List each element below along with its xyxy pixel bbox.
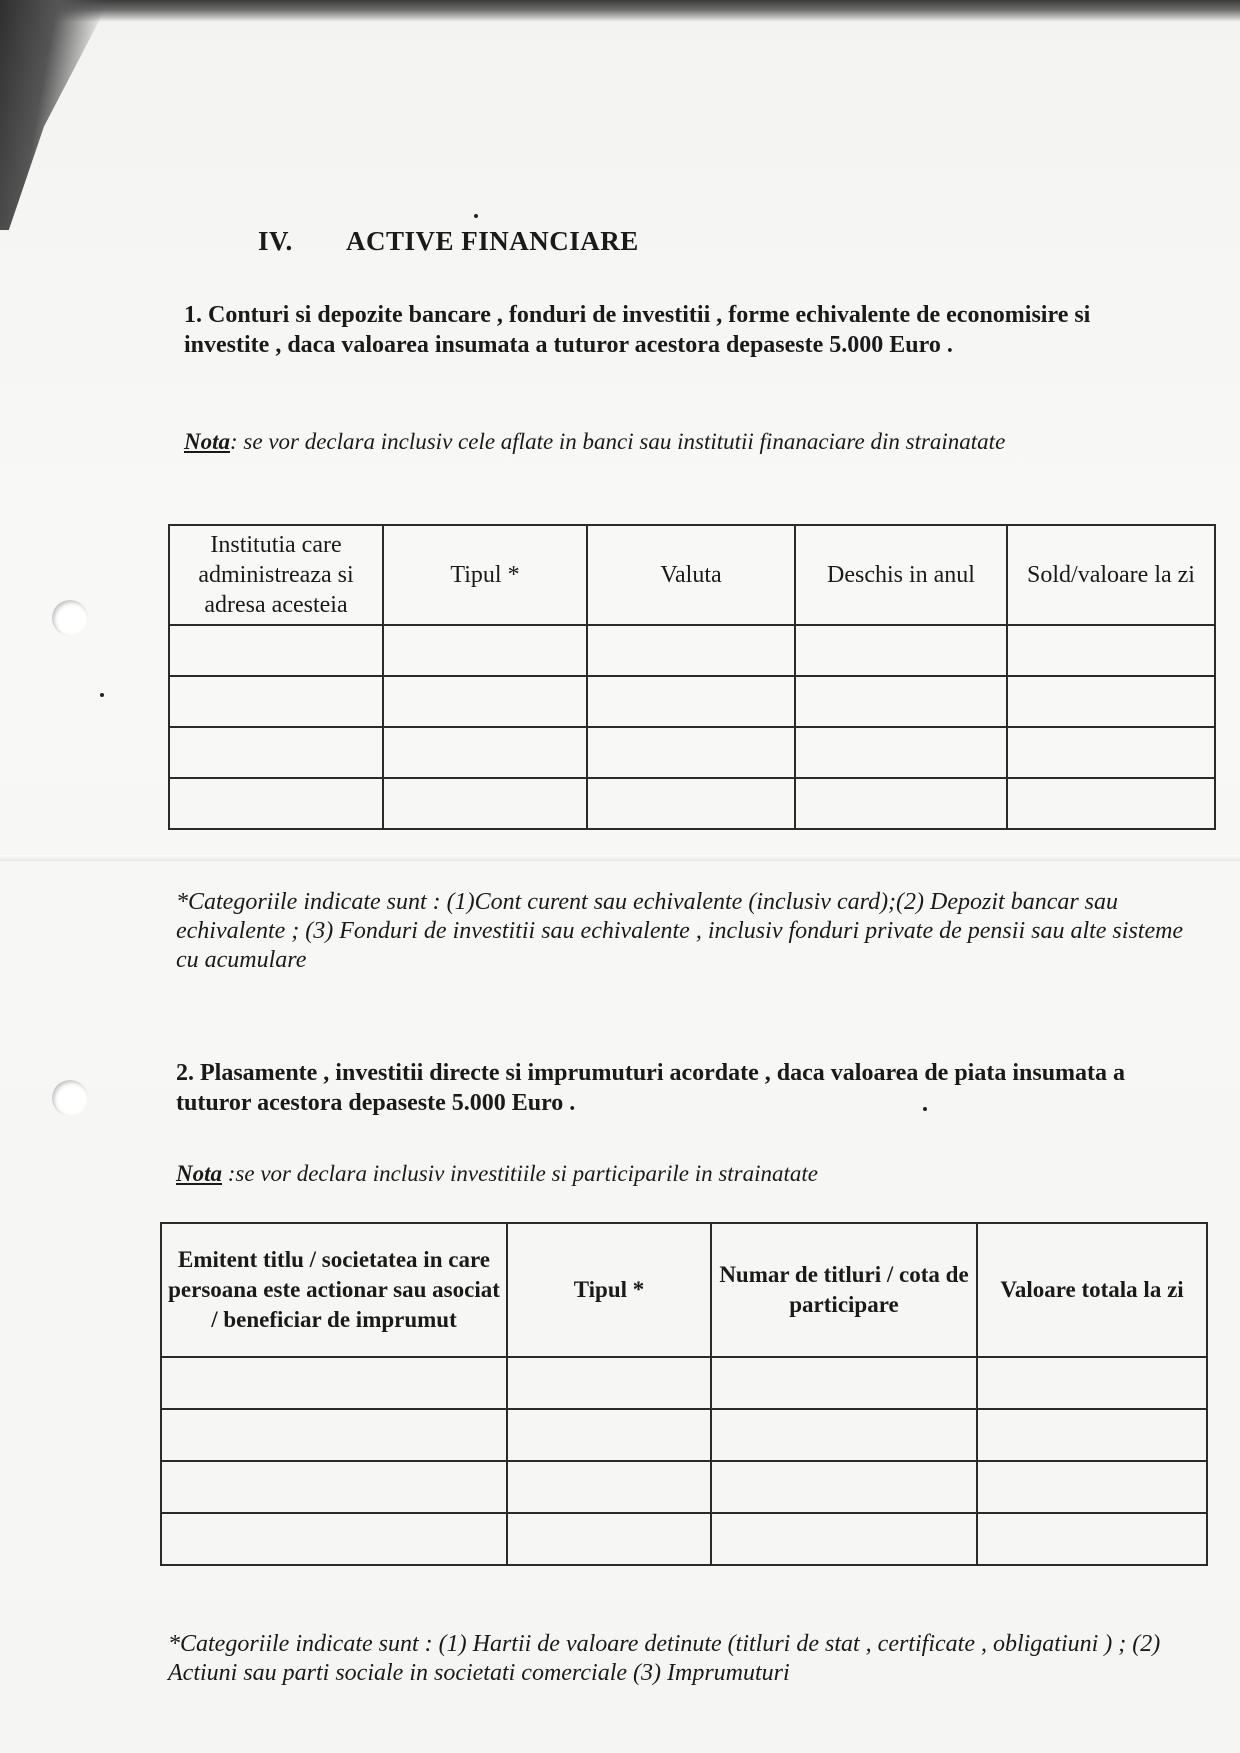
table-row [169,625,1215,676]
table-cell[interactable] [161,1409,507,1461]
table-cell[interactable] [507,1409,711,1461]
table-cell[interactable] [587,676,795,727]
section2-footnote: *Categoriile indicate sunt : (1) Hartii de valoare detinute (titluri de stat , certificate , obligatiuni ) ; (2) Actiuni sau parti sociale in societati comerciale (3) Imprumuturi [168,1631,1161,1686]
table-cell[interactable] [507,1461,711,1513]
section1-note [184,428,1124,456]
table-cell[interactable] [977,1357,1207,1409]
table-cell[interactable] [795,727,1007,778]
section1-note-label: Nota [184,429,230,454]
table-cell[interactable] [587,778,795,829]
section1-title: 1. Conturi si depozite bancare , fonduri de investitii , forme echivalente de economisire si investite , daca valoarea insumata a tuturor acestora depaseste 5.000 Euro . [184,302,1091,358]
investments-table [160,1222,1208,1566]
table-cell[interactable] [977,1461,1207,1513]
table-cell[interactable] [587,625,795,676]
investments-table-header-row [161,1223,1207,1357]
table-cell[interactable] [1007,676,1215,727]
scan-shadow-corner [0,0,110,230]
section2-note-text: :se vor declara inclusiv investitiile si participarile in strainatate [222,1161,819,1186]
table-cell[interactable] [711,1409,977,1461]
table-cell[interactable] [169,625,383,676]
accounts-col-type: Tipul * [383,525,587,625]
accounts-col-institution: Institutia care administreaza si adresa acesteia [169,525,383,625]
table-cell[interactable] [1007,778,1215,829]
section1-note-text: : se vor declara inclusiv cele aflate in banci sau institutii finanaciare din strainatate [230,429,1006,454]
scan-speck [100,693,104,697]
table-cell[interactable] [711,1513,977,1565]
section1-footnote: *Categoriile indicate sunt : (1)Cont curent sau echivalente (inclusiv card);(2) Depozit bancar sau echivalente ; (3) Fonduri de investitii sau echivalente , inclusiv fonduri private de pensii sau alte sisteme cu acumulare [176,889,1184,973]
scan-speck [474,214,478,218]
table-row [161,1409,1207,1461]
table-cell[interactable] [383,778,587,829]
table-cell[interactable] [795,625,1007,676]
section-heading-title: ACTIVE FINANCIARE [346,226,639,256]
section2-note-label: Nota [176,1161,222,1186]
table-cell[interactable] [383,727,587,778]
table-cell[interactable] [161,1461,507,1513]
table-row [169,727,1215,778]
table-cell[interactable] [161,1357,507,1409]
section2-note [176,1160,1156,1188]
table-cell[interactable] [977,1409,1207,1461]
section2-title: 2. Plasamente , investitii directe si imprumuturi acordate , daca valoarea de piata insumata a tuturor acestora depaseste 5.000 Euro . [176,1060,1126,1116]
table-cell[interactable] [587,727,795,778]
table-row [161,1513,1207,1565]
section-number: IV. [258,226,293,256]
table-cell[interactable] [795,676,1007,727]
table-cell[interactable] [169,778,383,829]
table-row [161,1357,1207,1409]
punch-hole-icon [52,600,88,636]
table-cell[interactable] [507,1513,711,1565]
accounts-col-opened-year: Deschis in anul [795,525,1007,625]
table-cell[interactable] [161,1513,507,1565]
punch-hole-icon [52,1080,88,1116]
table-cell[interactable] [169,727,383,778]
page-fold-line [0,855,1240,861]
investments-col-issuer: Emitent titlu / societatea in care persoana este actionar sau asociat / beneficiar de imprumut [161,1223,507,1357]
table-cell[interactable] [169,676,383,727]
accounts-table [168,524,1216,830]
table-cell[interactable] [507,1357,711,1409]
table-cell[interactable] [1007,727,1215,778]
investments-col-type: Tipul * [507,1223,711,1357]
scan-shadow-top [0,0,1240,22]
table-cell[interactable] [795,778,1007,829]
accounts-table-header-row [169,525,1215,625]
table-row [169,676,1215,727]
table-row [161,1461,1207,1513]
table-cell[interactable] [1007,625,1215,676]
investments-col-shares: Numar de titluri / cota de participare [711,1223,977,1357]
table-cell[interactable] [383,676,587,727]
accounts-col-balance: Sold/valoare la zi [1007,525,1215,625]
table-cell[interactable] [711,1461,977,1513]
section-heading [258,226,639,257]
table-cell[interactable] [383,625,587,676]
investments-col-total-value: Valoare totala la zi [977,1223,1207,1357]
table-cell[interactable] [711,1357,977,1409]
accounts-col-currency: Valuta [587,525,795,625]
table-cell[interactable] [977,1513,1207,1565]
table-row [169,778,1215,829]
